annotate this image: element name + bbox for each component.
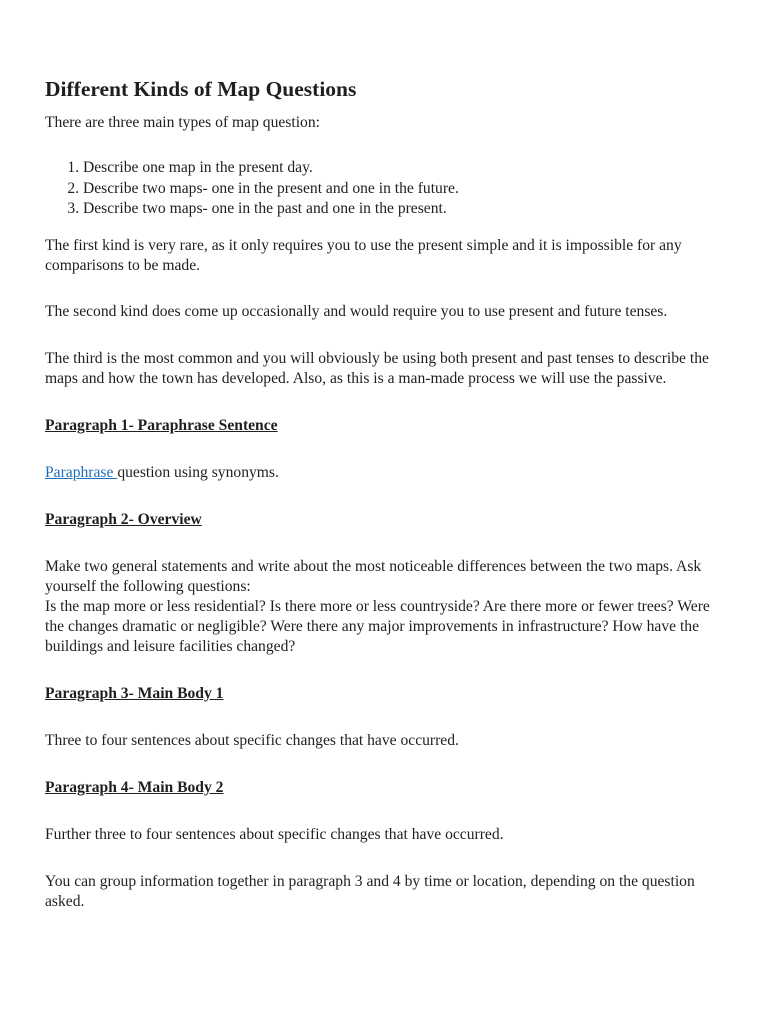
paragraph-2-questions: Is the map more or less residential? Is there more or less countryside? Are there more or fewer trees? Were the changes dramatic or negligible? Were there any major improvements in infrastructure? How have the buildings and leisure facilities changed?	[45, 597, 710, 655]
paragraph-1-text	[45, 463, 728, 483]
question-types-list	[45, 158, 728, 220]
paragraph-2-text	[45, 557, 728, 657]
first-kind-paragraph: The first kind is very rare, as it only requires you to use the present simple and it is impossible for any comparisons to be made.	[45, 236, 682, 274]
intro-text: There are three main types of map question:	[45, 114, 320, 131]
list-item: 1. Describe one map in the present day.	[83, 158, 728, 179]
paragraph-4-text: Further three to four sentences about specific changes that have occurred.	[45, 825, 504, 843]
paragraph-3-heading: Paragraph 3- Main Body 1	[45, 684, 224, 702]
paraphrase-link[interactable]: Paraphrase	[45, 463, 118, 481]
list-item: 3. Describe two maps- one in the past and one in the present.	[83, 199, 728, 220]
third-kind-paragraph: The third is the most common and you will obviously be using both present and past tenses to describe the maps and how the town has developed. Also, as this is a man-made process we will use the passive.	[45, 349, 709, 387]
paragraph-4-heading: Paragraph 4- Main Body 2	[45, 778, 224, 796]
closing-paragraph: You can group information together in paragraph 3 and 4 by time or location, depending on the question asked.	[45, 872, 695, 910]
paragraph-2-statement: Make two general statements and write about the most noticeable differences between the two maps. Ask yourself the following questions:	[45, 557, 702, 595]
paragraph-3-text: Three to four sentences about specific changes that have occurred.	[45, 731, 459, 749]
paragraph-1-text-rest: question using synonyms.	[117, 463, 279, 481]
paragraph-2-heading: Paragraph 2- Overview	[45, 510, 202, 528]
second-kind-paragraph: The second kind does come up occasionally and would require you to use present and future tenses.	[45, 302, 668, 320]
list-item: 2. Describe two maps- one in the present and one in the future.	[83, 179, 728, 200]
page-title: Different Kinds of Map Questions	[45, 77, 357, 101]
paragraph-1-heading: Paragraph 1- Paraphrase Sentence	[45, 416, 278, 434]
